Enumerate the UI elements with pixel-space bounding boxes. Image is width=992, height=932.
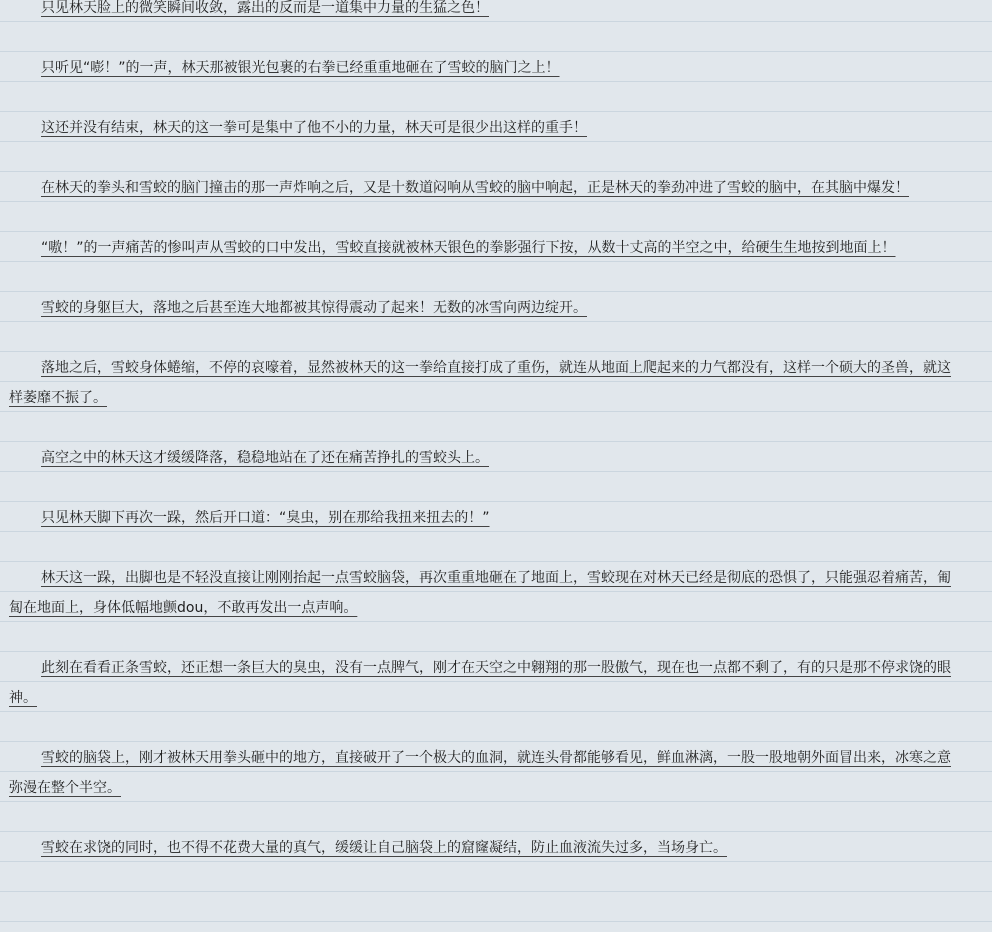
paragraph-gap <box>9 413 951 443</box>
paragraph: 只听见“嘭！”的一声，林天那被银光包裹的右拳已经重重地砸在了雪蛟的脑门之上！ <box>41 60 560 76</box>
paragraph: “嗷！”的一声痛苦的惨叫声从雪蛟的口中发出，雪蛟直接就被林天银色的拳影强行下按，从数十丈高的半空之中，给硬生生地按到地面上！ <box>41 240 896 256</box>
paragraph: 落地之后，雪蛟身体蜷缩，不停的哀嚎着，显然被林天的这一拳给直接打成了重伤，就连从地面上爬起来的力气都没有，这样一个硕大的圣兽，就这样萎靡不振了。 <box>9 360 951 406</box>
paragraph-gap <box>9 323 951 353</box>
paragraph: 在林天的拳头和雪蛟的脑门撞击的那一声炸响之后，又是十数道闷响从雪蛟的脑中响起，正是林天的拳劲冲进了雪蛟的脑中，在其脑中爆发！ <box>41 180 909 196</box>
paragraph-gap <box>9 203 951 233</box>
paragraph-gap <box>9 533 951 563</box>
paragraph: 高空之中的林天这才缓缓降落，稳稳地站在了还在痛苦挣扎的雪蛟头上。 <box>41 450 489 466</box>
paragraph-gap <box>9 803 951 833</box>
paragraph: 林天这一跺，出脚也是不轻没直接让刚刚抬起一点雪蛟脑袋，再次重重地砸在了地面上，雪蛟现在对林天已经是彻底的恐惧了，只能强忍着痛苦，匍匐在地面上，身体低幅地颤dou，不敢再发出一点声响。 <box>9 570 951 616</box>
paragraph: 雪蛟的身躯巨大，落地之后甚至连大地都被其惊得震动了起来！无数的冰雪向两边绽开。 <box>41 300 587 316</box>
paragraph: 此刻在看看正条雪蛟，还正想一条巨大的臭虫，没有一点脾气，刚才在天空之中翱翔的那一股傲气，现在也一点都不剩了，有的只是那不停求饶的眼神。 <box>9 660 951 706</box>
article-body <box>9 0 951 863</box>
paragraph-gap <box>9 83 951 113</box>
paragraph: 这还并没有结束，林天的这一拳可是集中了他不小的力量，林天可是很少出这样的重手！ <box>41 120 587 136</box>
paragraph: 只见林天脚下再次一跺，然后开口道：“臭虫，别在那给我扭来扭去的！” <box>41 510 490 526</box>
paragraph-gap <box>9 473 951 503</box>
paragraph: 雪蛟在求饶的同时，也不得不花费大量的真气，缓缓让自己脑袋上的窟窿凝结，防止血液流失过多，当场身亡。 <box>41 840 727 856</box>
paragraph-gap <box>9 23 951 53</box>
paragraph: 只见林天脸上的微笑瞬间收敛，露出的反而是一道集中力量的生猛之色！ <box>41 0 489 16</box>
paragraph: 雪蛟的脑袋上，刚才被林天用拳头砸中的地方，直接破开了一个极大的血洞，就连头骨都能够看见，鲜血淋漓，一股一股地朝外面冒出来，冰寒之意弥漫在整个半空。 <box>9 750 951 796</box>
paragraph-gap <box>9 143 951 173</box>
paragraph-gap <box>9 713 951 743</box>
paragraph-gap <box>9 263 951 293</box>
paragraph-gap <box>9 623 951 653</box>
